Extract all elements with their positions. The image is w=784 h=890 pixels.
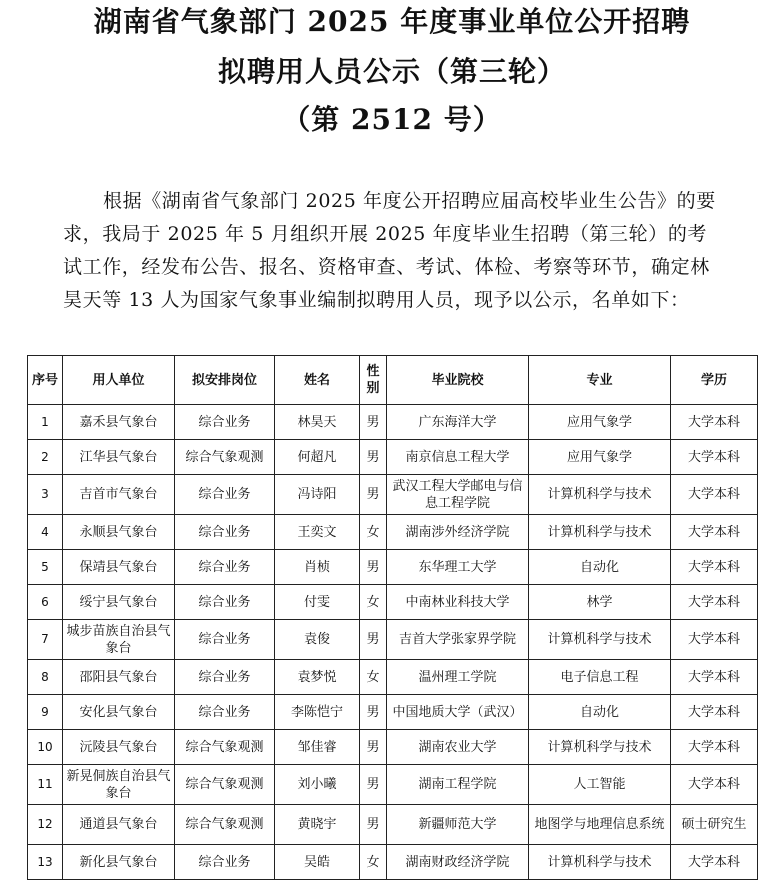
cell-degree: 大学本科 [671, 620, 758, 660]
cell-gender: 女 [360, 845, 387, 880]
cell-unit: 通道县气象台 [63, 805, 175, 845]
header-degree: 学历 [671, 356, 758, 405]
cell-unit: 永顺县气象台 [63, 515, 175, 550]
cell-school: 中国地质大学（武汉） [387, 695, 529, 730]
cell-name: 黄晓宇 [275, 805, 360, 845]
table-row [28, 805, 758, 845]
cell-index: 11 [28, 765, 63, 805]
cell-unit: 新晃侗族自治县气象台 [63, 765, 175, 805]
cell-position: 综合气象观测 [175, 765, 275, 805]
cell-gender: 男 [360, 440, 387, 475]
cell-degree: 大学本科 [671, 440, 758, 475]
cell-major: 人工智能 [529, 765, 671, 805]
table-row [28, 550, 758, 585]
cell-gender: 女 [360, 660, 387, 695]
cell-index: 2 [28, 440, 63, 475]
cell-unit: 城步苗族自治县气象台 [63, 620, 175, 660]
cell-index: 8 [28, 660, 63, 695]
cell-major: 林学 [529, 585, 671, 620]
header-gender: 性别 [360, 356, 387, 405]
document-title-line-1: 湖南省气象部门 2025 年度事业单位公开招聘 [93, 5, 691, 38]
cell-position: 综合业务 [175, 405, 275, 440]
cell-major: 计算机科学与技术 [529, 620, 671, 660]
table-row [28, 475, 758, 515]
cell-gender: 女 [360, 585, 387, 620]
cell-degree: 大学本科 [671, 405, 758, 440]
table-row [28, 620, 758, 660]
table-row [28, 440, 758, 475]
cell-unit: 保靖县气象台 [63, 550, 175, 585]
cell-school: 湖南财政经济学院 [387, 845, 529, 880]
cell-unit: 绥宁县气象台 [63, 585, 175, 620]
cell-name: 冯诗阳 [275, 475, 360, 515]
cell-name: 李陈恺宁 [275, 695, 360, 730]
document-number: （第 2512 号） [282, 103, 502, 136]
cell-name: 林昊天 [275, 405, 360, 440]
cell-index: 7 [28, 620, 63, 660]
cell-position: 综合业务 [175, 845, 275, 880]
cell-school: 湖南工程学院 [387, 765, 529, 805]
cell-position: 综合气象观测 [175, 730, 275, 765]
cell-school: 广东海洋大学 [387, 405, 529, 440]
cell-name: 刘小曦 [275, 765, 360, 805]
cell-index: 5 [28, 550, 63, 585]
cell-name: 袁梦悦 [275, 660, 360, 695]
cell-position: 综合气象观测 [175, 440, 275, 475]
cell-gender: 男 [360, 550, 387, 585]
cell-school: 中南林业科技大学 [387, 585, 529, 620]
cell-school: 湖南农业大学 [387, 730, 529, 765]
cell-unit: 安化县气象台 [63, 695, 175, 730]
cell-name: 王奕文 [275, 515, 360, 550]
header-position: 拟安排岗位 [175, 356, 275, 405]
cell-major: 应用气象学 [529, 440, 671, 475]
cell-name: 吴皓 [275, 845, 360, 880]
cell-index: 4 [28, 515, 63, 550]
table-row [28, 660, 758, 695]
cell-degree: 大学本科 [671, 765, 758, 805]
header-unit: 用人单位 [63, 356, 175, 405]
cell-position: 综合业务 [175, 475, 275, 515]
header-index: 序号 [28, 356, 63, 405]
cell-index: 10 [28, 730, 63, 765]
cell-major: 计算机科学与技术 [529, 475, 671, 515]
cell-degree: 硕士研究生 [671, 805, 758, 845]
cell-major: 自动化 [529, 550, 671, 585]
cell-position: 综合业务 [175, 620, 275, 660]
cell-degree: 大学本科 [671, 845, 758, 880]
table-row [28, 515, 758, 550]
table-row [28, 405, 758, 440]
header-major: 专业 [529, 356, 671, 405]
cell-gender: 男 [360, 475, 387, 515]
cell-gender: 男 [360, 405, 387, 440]
cell-position: 综合业务 [175, 695, 275, 730]
cell-position: 综合业务 [175, 585, 275, 620]
cell-major: 计算机科学与技术 [529, 515, 671, 550]
cell-index: 13 [28, 845, 63, 880]
table-header-row [28, 356, 758, 405]
header-name: 姓名 [275, 356, 360, 405]
cell-unit: 吉首市气象台 [63, 475, 175, 515]
document-title-line-2: 拟聘用人员公示（第三轮） [217, 55, 566, 88]
cell-unit: 新化县气象台 [63, 845, 175, 880]
cell-index: 3 [28, 475, 63, 515]
cell-name: 付雯 [275, 585, 360, 620]
table-row [28, 585, 758, 620]
cell-school: 东华理工大学 [387, 550, 529, 585]
cell-gender: 男 [360, 765, 387, 805]
cell-major: 计算机科学与技术 [529, 845, 671, 880]
cell-unit: 沅陵县气象台 [63, 730, 175, 765]
cell-degree: 大学本科 [671, 550, 758, 585]
cell-index: 1 [28, 405, 63, 440]
cell-degree: 大学本科 [671, 730, 758, 765]
cell-index: 6 [28, 585, 63, 620]
intro-paragraph [63, 185, 723, 317]
table-row [28, 695, 758, 730]
cell-school: 吉首大学张家界学院 [387, 620, 529, 660]
cell-degree: 大学本科 [671, 515, 758, 550]
cell-position: 综合业务 [175, 550, 275, 585]
cell-name: 何超凡 [275, 440, 360, 475]
cell-position: 综合气象观测 [175, 805, 275, 845]
cell-degree: 大学本科 [671, 660, 758, 695]
table-row [28, 730, 758, 765]
cell-major: 计算机科学与技术 [529, 730, 671, 765]
cell-unit: 邵阳县气象台 [63, 660, 175, 695]
cell-school: 湖南涉外经济学院 [387, 515, 529, 550]
candidate-table [27, 355, 758, 880]
cell-name: 袁俊 [275, 620, 360, 660]
cell-unit: 嘉禾县气象台 [63, 405, 175, 440]
cell-name: 邹佳睿 [275, 730, 360, 765]
cell-school: 南京信息工程大学 [387, 440, 529, 475]
cell-index: 9 [28, 695, 63, 730]
cell-degree: 大学本科 [671, 585, 758, 620]
cell-major: 电子信息工程 [529, 660, 671, 695]
cell-gender: 男 [360, 695, 387, 730]
cell-major: 地图学与地理信息系统 [529, 805, 671, 845]
cell-position: 综合业务 [175, 660, 275, 695]
intro-text: 根据《湖南省气象部门 2025 年度公开招聘应届高校毕业生公告》的要求，我局于 2025 年 5 月组织开展 2025 年度毕业生招聘（第三轮）的考试工作，经发布公告、报名、资格审查、考试、体检、考察等环节，确定林昊天等 13 人为国家气象事业编制拟聘用人员，现予以公示，名单如下： [63, 190, 716, 311]
cell-gender: 女 [360, 515, 387, 550]
cell-school: 新疆师范大学 [387, 805, 529, 845]
cell-unit: 江华县气象台 [63, 440, 175, 475]
cell-position: 综合业务 [175, 515, 275, 550]
cell-school: 武汉工程大学邮电与信息工程学院 [387, 475, 529, 515]
cell-degree: 大学本科 [671, 695, 758, 730]
cell-major: 应用气象学 [529, 405, 671, 440]
cell-index: 12 [28, 805, 63, 845]
cell-gender: 男 [360, 620, 387, 660]
header-school: 毕业院校 [387, 356, 529, 405]
table-row [28, 845, 758, 880]
cell-gender: 男 [360, 730, 387, 765]
cell-name: 肖桢 [275, 550, 360, 585]
cell-gender: 男 [360, 805, 387, 845]
cell-degree: 大学本科 [671, 475, 758, 515]
table-row [28, 765, 758, 805]
cell-major: 自动化 [529, 695, 671, 730]
cell-school: 温州理工学院 [387, 660, 529, 695]
